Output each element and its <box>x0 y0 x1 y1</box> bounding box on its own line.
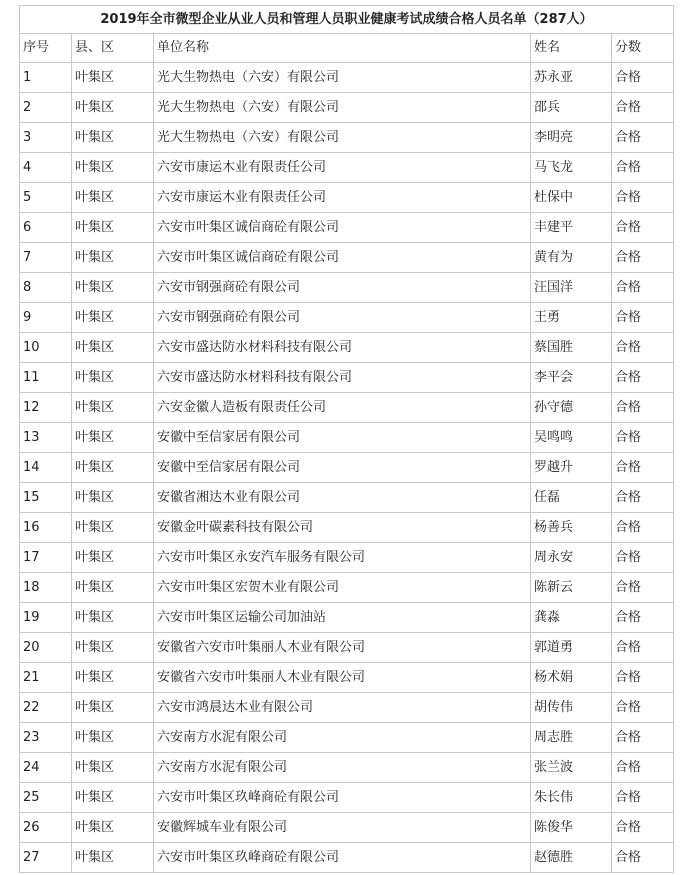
table-row <box>20 783 674 813</box>
table-row <box>20 573 674 603</box>
results-table <box>19 5 674 873</box>
cell-score: 合格 <box>612 183 674 213</box>
cell-district: 叶集区 <box>72 363 154 393</box>
cell-index: 27 <box>20 843 72 873</box>
cell-company: 六安市叶集区玖峰商砼有限公司 <box>154 843 531 873</box>
cell-company: 六安南方水泥有限公司 <box>154 753 531 783</box>
cell-company: 安徽省湘达木业有限公司 <box>154 483 531 513</box>
cell-index: 17 <box>20 543 72 573</box>
cell-score: 合格 <box>612 663 674 693</box>
cell-name: 丰建平 <box>531 213 612 243</box>
cell-district: 叶集区 <box>72 183 154 213</box>
cell-index: 15 <box>20 483 72 513</box>
cell-score: 合格 <box>612 753 674 783</box>
cell-company: 六安市叶集区诚信商砼有限公司 <box>154 243 531 273</box>
header-score: 分数 <box>612 34 674 63</box>
table-row <box>20 243 674 273</box>
cell-district: 叶集区 <box>72 723 154 753</box>
cell-score: 合格 <box>612 783 674 813</box>
cell-name: 杜保中 <box>531 183 612 213</box>
cell-district: 叶集区 <box>72 753 154 783</box>
cell-district: 叶集区 <box>72 783 154 813</box>
table-row <box>20 423 674 453</box>
cell-score: 合格 <box>612 123 674 153</box>
cell-company: 安徽金叶碳素科技有限公司 <box>154 513 531 543</box>
cell-company: 六安市钢强商砼有限公司 <box>154 303 531 333</box>
cell-index: 2 <box>20 93 72 123</box>
cell-company: 六安市康运木业有限责任公司 <box>154 153 531 183</box>
cell-district: 叶集区 <box>72 273 154 303</box>
cell-index: 19 <box>20 603 72 633</box>
cell-name: 周志胜 <box>531 723 612 753</box>
header-index: 序号 <box>20 34 72 63</box>
table-row <box>20 843 674 873</box>
table-row <box>20 333 674 363</box>
table-row <box>20 813 674 843</box>
cell-score: 合格 <box>612 213 674 243</box>
cell-name: 龚淼 <box>531 603 612 633</box>
cell-company: 六安市康运木业有限责任公司 <box>154 183 531 213</box>
cell-index: 16 <box>20 513 72 543</box>
cell-name: 郭道勇 <box>531 633 612 663</box>
table-row <box>20 183 674 213</box>
table-row <box>20 393 674 423</box>
cell-score: 合格 <box>612 633 674 663</box>
table-row <box>20 543 674 573</box>
cell-name: 陈俊华 <box>531 813 612 843</box>
cell-score: 合格 <box>612 333 674 363</box>
cell-company: 安徽省六安市叶集丽人木业有限公司 <box>154 633 531 663</box>
cell-name: 苏永亚 <box>531 63 612 93</box>
cell-district: 叶集区 <box>72 813 154 843</box>
table-row <box>20 663 674 693</box>
cell-district: 叶集区 <box>72 483 154 513</box>
table-row <box>20 153 674 183</box>
cell-district: 叶集区 <box>72 243 154 273</box>
table-row <box>20 273 674 303</box>
cell-score: 合格 <box>612 273 674 303</box>
cell-district: 叶集区 <box>72 423 154 453</box>
header-row <box>20 34 674 63</box>
header-company: 单位名称 <box>154 34 531 63</box>
cell-district: 叶集区 <box>72 513 154 543</box>
cell-company: 六安市盛达防水材料科技有限公司 <box>154 333 531 363</box>
cell-company: 光大生物热电（六安）有限公司 <box>154 123 531 153</box>
cell-company: 安徽省六安市叶集丽人木业有限公司 <box>154 663 531 693</box>
cell-score: 合格 <box>612 723 674 753</box>
cell-company: 六安金徽人造板有限责任公司 <box>154 393 531 423</box>
cell-score: 合格 <box>612 603 674 633</box>
cell-company: 六安市叶集区玖峰商砼有限公司 <box>154 783 531 813</box>
cell-index: 23 <box>20 723 72 753</box>
cell-index: 1 <box>20 63 72 93</box>
table-row <box>20 513 674 543</box>
cell-name: 罗越升 <box>531 453 612 483</box>
cell-name: 吴鸣鸣 <box>531 423 612 453</box>
table-title: 2019年全市微型企业从业人员和管理人员职业健康考试成绩合格人员名单（287人） <box>20 6 674 34</box>
cell-company: 六安市叶集区诚信商砼有限公司 <box>154 213 531 243</box>
cell-name: 马飞龙 <box>531 153 612 183</box>
cell-score: 合格 <box>612 303 674 333</box>
cell-name: 李平会 <box>531 363 612 393</box>
cell-index: 7 <box>20 243 72 273</box>
table-body <box>20 6 674 873</box>
cell-company: 六安市叶集区运输公司加油站 <box>154 603 531 633</box>
cell-district: 叶集区 <box>72 843 154 873</box>
cell-index: 14 <box>20 453 72 483</box>
table-row <box>20 453 674 483</box>
cell-company: 光大生物热电（六安）有限公司 <box>154 93 531 123</box>
table-row <box>20 483 674 513</box>
table-row <box>20 693 674 723</box>
cell-index: 11 <box>20 363 72 393</box>
cell-index: 24 <box>20 753 72 783</box>
cell-name: 赵德胜 <box>531 843 612 873</box>
cell-name: 朱长伟 <box>531 783 612 813</box>
title-row <box>20 6 674 34</box>
cell-name: 黄有为 <box>531 243 612 273</box>
cell-score: 合格 <box>612 423 674 453</box>
cell-score: 合格 <box>612 813 674 843</box>
cell-name: 李明亮 <box>531 123 612 153</box>
cell-district: 叶集区 <box>72 303 154 333</box>
cell-score: 合格 <box>612 483 674 513</box>
cell-company: 安徽辉城车业有限公司 <box>154 813 531 843</box>
cell-index: 22 <box>20 693 72 723</box>
cell-name: 孙守德 <box>531 393 612 423</box>
table-row <box>20 213 674 243</box>
cell-district: 叶集区 <box>72 393 154 423</box>
cell-district: 叶集区 <box>72 333 154 363</box>
cell-name: 胡传伟 <box>531 693 612 723</box>
cell-district: 叶集区 <box>72 63 154 93</box>
cell-company: 六安市叶集区宏贺木业有限公司 <box>154 573 531 603</box>
cell-index: 9 <box>20 303 72 333</box>
cell-company: 六安南方水泥有限公司 <box>154 723 531 753</box>
cell-name: 杨术娟 <box>531 663 612 693</box>
header-name: 姓名 <box>531 34 612 63</box>
cell-score: 合格 <box>612 843 674 873</box>
header-district: 县、区 <box>72 34 154 63</box>
cell-district: 叶集区 <box>72 603 154 633</box>
cell-company: 安徽中至信家居有限公司 <box>154 423 531 453</box>
cell-score: 合格 <box>612 543 674 573</box>
cell-index: 12 <box>20 393 72 423</box>
cell-company: 六安市盛达防水材料科技有限公司 <box>154 363 531 393</box>
table-row <box>20 633 674 663</box>
table-row <box>20 723 674 753</box>
cell-company: 光大生物热电（六安）有限公司 <box>154 63 531 93</box>
cell-index: 3 <box>20 123 72 153</box>
cell-name: 邵兵 <box>531 93 612 123</box>
cell-score: 合格 <box>612 453 674 483</box>
cell-district: 叶集区 <box>72 663 154 693</box>
cell-index: 6 <box>20 213 72 243</box>
table-row <box>20 753 674 783</box>
cell-district: 叶集区 <box>72 693 154 723</box>
cell-name: 周永安 <box>531 543 612 573</box>
cell-name: 汪国洋 <box>531 273 612 303</box>
cell-district: 叶集区 <box>72 213 154 243</box>
cell-index: 26 <box>20 813 72 843</box>
cell-district: 叶集区 <box>72 453 154 483</box>
cell-index: 10 <box>20 333 72 363</box>
cell-score: 合格 <box>612 153 674 183</box>
table-row <box>20 63 674 93</box>
cell-score: 合格 <box>612 393 674 423</box>
cell-district: 叶集区 <box>72 93 154 123</box>
cell-index: 13 <box>20 423 72 453</box>
cell-name: 蔡国胜 <box>531 333 612 363</box>
cell-score: 合格 <box>612 693 674 723</box>
cell-name: 杨善兵 <box>531 513 612 543</box>
cell-district: 叶集区 <box>72 123 154 153</box>
cell-company: 六安市鸿晨达木业有限公司 <box>154 693 531 723</box>
cell-name: 王勇 <box>531 303 612 333</box>
cell-company: 安徽中至信家居有限公司 <box>154 453 531 483</box>
cell-score: 合格 <box>612 363 674 393</box>
cell-district: 叶集区 <box>72 633 154 663</box>
cell-name: 张兰波 <box>531 753 612 783</box>
cell-index: 18 <box>20 573 72 603</box>
table-row <box>20 603 674 633</box>
cell-district: 叶集区 <box>72 573 154 603</box>
cell-score: 合格 <box>612 243 674 273</box>
cell-score: 合格 <box>612 573 674 603</box>
table-row <box>20 123 674 153</box>
cell-district: 叶集区 <box>72 543 154 573</box>
cell-score: 合格 <box>612 93 674 123</box>
cell-score: 合格 <box>612 513 674 543</box>
cell-index: 8 <box>20 273 72 303</box>
table-row <box>20 93 674 123</box>
cell-company: 六安市钢强商砼有限公司 <box>154 273 531 303</box>
cell-score: 合格 <box>612 63 674 93</box>
cell-index: 5 <box>20 183 72 213</box>
table-row <box>20 303 674 333</box>
cell-index: 21 <box>20 663 72 693</box>
cell-name: 任磊 <box>531 483 612 513</box>
cell-index: 4 <box>20 153 72 183</box>
table-row <box>20 363 674 393</box>
cell-index: 25 <box>20 783 72 813</box>
cell-district: 叶集区 <box>72 153 154 183</box>
cell-index: 20 <box>20 633 72 663</box>
cell-company: 六安市叶集区永安汽车服务有限公司 <box>154 543 531 573</box>
cell-name: 陈新云 <box>531 573 612 603</box>
